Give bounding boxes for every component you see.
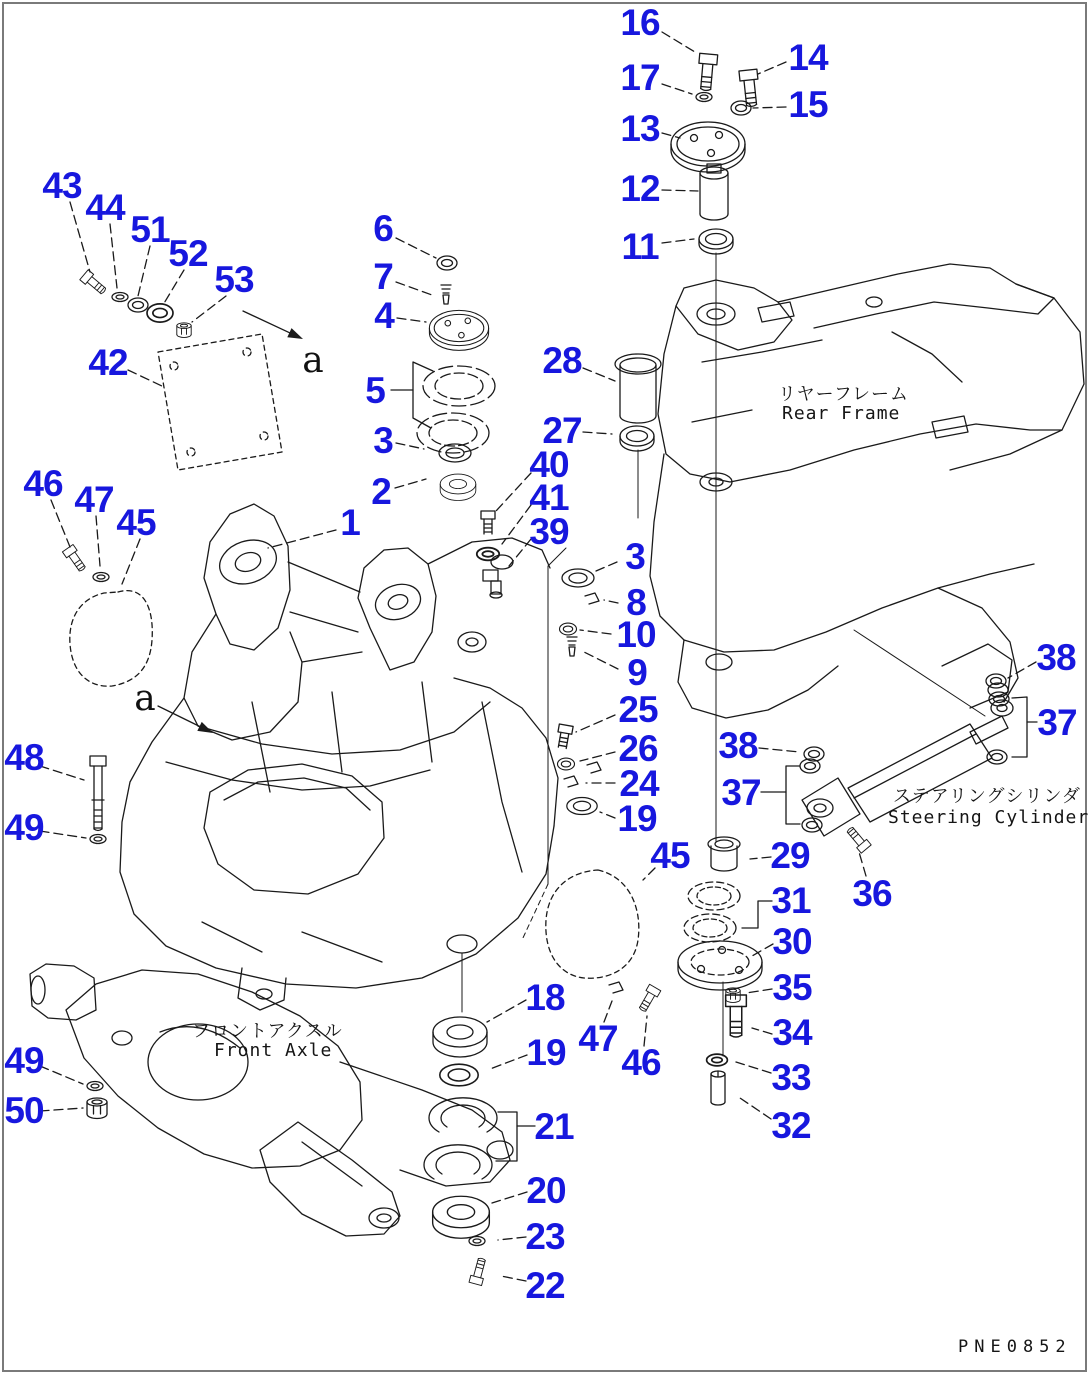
leader-20 — [492, 1192, 527, 1203]
part-17-washer — [696, 93, 712, 102]
callout-3: 3 — [373, 420, 393, 461]
leader-31 — [742, 901, 772, 928]
callout-2: 2 — [371, 471, 391, 512]
callout-35: 35 — [772, 967, 812, 1008]
rear-frame-label-jp: リヤーフレーム — [778, 384, 910, 405]
part-15-ring_sm — [731, 101, 751, 115]
part-22-bolt_sm — [469, 1257, 488, 1286]
callout-45: 45 — [116, 502, 156, 543]
callout-34: 34 — [772, 1012, 812, 1053]
callout-20: 20 — [526, 1170, 566, 1211]
leader-52 — [163, 270, 184, 305]
part-23-washer — [469, 1237, 485, 1246]
callout-7: 7 — [373, 256, 393, 297]
part-44-washer — [112, 293, 128, 302]
cover-45-left — [70, 591, 152, 687]
part-40-plug — [481, 511, 495, 534]
part-20-bearing — [433, 1196, 490, 1238]
callout-31: 31 — [771, 880, 811, 921]
callout-50: 50 — [4, 1090, 44, 1131]
callout-49: 49 — [4, 807, 44, 848]
part-38-ring_sm — [986, 674, 1006, 688]
callout-16: 16 — [620, 2, 660, 43]
leader-39 — [509, 539, 531, 566]
part-48-bolt_long — [90, 756, 106, 831]
leader-7 — [396, 282, 432, 295]
leader-16 — [662, 32, 695, 52]
part-46-bolt_sm — [636, 984, 660, 1013]
callout-14: 14 — [788, 37, 828, 78]
callout-33: 33 — [771, 1057, 811, 1098]
part-26-ring_sm — [558, 758, 575, 770]
leader-9 — [584, 652, 618, 669]
leader-8 — [604, 600, 618, 603]
callout-15: 15 — [788, 84, 828, 125]
leader-6 — [396, 238, 436, 258]
callout-38: 38 — [1036, 637, 1076, 678]
part-11-ring — [699, 229, 733, 254]
callout-45: 45 — [650, 835, 690, 876]
leader-1 — [268, 530, 336, 548]
part-8-clip — [585, 593, 599, 604]
callout-29: 29 — [770, 835, 810, 876]
steering-cylinder-label-jp: ステアリングシリンダ — [893, 786, 1081, 807]
part-27-ring — [620, 426, 654, 451]
callout-23: 23 — [525, 1216, 565, 1257]
section-letter-1: a — [134, 678, 156, 719]
callout-39: 39 — [529, 511, 569, 552]
part-29-bushing — [708, 837, 740, 871]
leader-49 — [40, 831, 86, 838]
leader-2 — [395, 479, 426, 488]
part-33-washer — [707, 1054, 728, 1066]
part-30-cage — [678, 941, 762, 990]
part-47-washer — [93, 573, 109, 582]
part-50-nut — [87, 1098, 107, 1119]
callout-51: 51 — [130, 209, 170, 250]
section-arrow-head-0 — [287, 328, 303, 339]
callout-19: 19 — [526, 1032, 566, 1073]
leader-34 — [752, 1028, 772, 1034]
callout-36: 36 — [852, 873, 892, 914]
leader-44 — [110, 224, 117, 288]
part-46-bolt_sm — [62, 544, 88, 573]
leader-22 — [501, 1276, 526, 1281]
leader-21 — [498, 1112, 535, 1126]
callout-5: 5 — [365, 370, 385, 411]
cover-plate-42 — [158, 334, 282, 470]
part-51-ring_sm — [128, 298, 148, 312]
callout-22: 22 — [525, 1265, 565, 1306]
part-47-clip — [609, 982, 623, 993]
leader-5 — [391, 362, 433, 390]
rear-frame-drawing — [638, 253, 1084, 842]
part-18-bearing — [433, 1017, 487, 1057]
leader-23 — [498, 1237, 526, 1240]
callout-48: 48 — [4, 737, 44, 778]
callout-30: 30 — [772, 921, 812, 962]
part-5-seal_lg — [423, 366, 495, 406]
leader-38 — [759, 748, 800, 752]
leader-38 — [1008, 662, 1036, 678]
cover-45-right — [546, 870, 639, 978]
part-34-bolt_v — [726, 995, 747, 1037]
callout-19: 19 — [617, 798, 657, 839]
callout-18: 18 — [525, 977, 565, 1018]
part-37-ring_sm-b — [802, 818, 822, 832]
leader-35 — [746, 989, 772, 993]
leader-37-b — [786, 792, 800, 824]
callout-10: 10 — [616, 614, 656, 655]
callout-13: 13 — [620, 108, 660, 149]
callout-4: 4 — [374, 295, 394, 336]
callout-44: 44 — [85, 187, 125, 228]
plate-code: PNE0852 — [958, 1337, 1072, 1357]
callout-49: 49 — [4, 1040, 44, 1081]
callout-numbers — [4, 2, 1076, 1306]
callout-1: 1 — [340, 502, 360, 543]
part-5-seal_lg-b — [417, 413, 489, 453]
callout-26: 26 — [618, 728, 658, 769]
part-32-springpin — [711, 1071, 725, 1105]
leader-12 — [662, 190, 698, 191]
callout-9: 9 — [627, 652, 647, 693]
part-53-nut_sm — [177, 323, 191, 338]
part-49-washer — [87, 1082, 103, 1091]
leader-29 — [750, 857, 771, 859]
leader-49 — [40, 1066, 83, 1084]
callout-8: 8 — [626, 582, 646, 623]
part-19-seal — [440, 1064, 478, 1086]
leader-25 — [576, 715, 615, 732]
callout-32: 32 — [771, 1105, 811, 1146]
leader-46 — [51, 500, 70, 547]
leader-19 — [600, 812, 615, 818]
front-frame-drawing — [120, 504, 558, 1012]
section-arrows — [134, 311, 323, 733]
callout-41: 41 — [529, 477, 569, 518]
callout-52: 52 — [168, 233, 208, 274]
leader-51 — [138, 246, 150, 296]
leader-33 — [736, 1062, 771, 1073]
part-4-cap_sm — [429, 310, 488, 350]
callout-46: 46 — [621, 1042, 661, 1083]
leader-26 — [580, 752, 615, 761]
callout-37: 37 — [1037, 702, 1077, 743]
section-letter-0: a — [302, 340, 324, 381]
callout-37: 37 — [721, 772, 761, 813]
section-arrow-line-0 — [243, 311, 289, 333]
part-9-grease — [567, 637, 577, 656]
callout-24: 24 — [619, 763, 659, 804]
leader-11 — [662, 239, 694, 243]
front-axle-label-en: Front Axle — [214, 1040, 333, 1061]
leader-42 — [128, 370, 164, 387]
part-31-shim-b — [684, 914, 736, 942]
part-37-ring_sm-b — [987, 750, 1007, 764]
part-49-washer — [90, 835, 106, 844]
leader-37 — [761, 766, 800, 792]
steering-cylinder-label-en: Steering Cylinder — [888, 807, 1090, 828]
callout-6: 6 — [373, 208, 393, 249]
callout-38: 38 — [718, 725, 758, 766]
leader-3 — [396, 443, 424, 449]
leader-37-b — [1012, 722, 1027, 757]
callout-47: 47 — [578, 1018, 618, 1059]
leader-45 — [122, 539, 140, 584]
leader-28 — [583, 368, 615, 381]
leader-50 — [40, 1108, 83, 1111]
leader-37 — [1012, 697, 1037, 722]
leader-10 — [580, 630, 611, 634]
part-6-ring_sm — [437, 256, 457, 270]
leader-4 — [397, 318, 426, 322]
part-extra-clip-0 — [587, 762, 601, 773]
leader-13 — [662, 133, 680, 138]
part-16-bolt — [697, 53, 718, 91]
leader-14 — [758, 62, 786, 74]
callout-25: 25 — [618, 689, 658, 730]
callout-3: 3 — [625, 536, 645, 577]
leader-15 — [753, 107, 786, 108]
callout-53: 53 — [214, 259, 254, 300]
part-31-shim — [688, 882, 740, 910]
part-7-grease — [441, 285, 451, 304]
part-43-bolt_sm — [80, 270, 108, 297]
part-52-ring_sm — [147, 304, 173, 322]
part-39-elbow — [483, 570, 502, 598]
leader-17 — [662, 84, 692, 94]
part-28-tube — [615, 354, 661, 423]
callout-43: 43 — [42, 165, 82, 206]
leader-40 — [496, 473, 531, 511]
leader-19 — [490, 1055, 527, 1069]
part-10-ring_sm — [560, 623, 577, 635]
leader-3 — [596, 562, 617, 571]
callout-27: 27 — [542, 410, 582, 451]
leader-21-b — [496, 1126, 517, 1161]
part-25-plug — [555, 724, 573, 749]
rear-frame-label-en: Rear Frame — [782, 403, 901, 424]
section-arrow-head-1 — [197, 722, 213, 733]
leader-47 — [96, 516, 100, 566]
callout-28: 28 — [542, 340, 582, 381]
callout-21: 21 — [534, 1106, 574, 1147]
part-2-bearing_sm — [440, 474, 476, 500]
part-21-snapring-b — [424, 1145, 492, 1179]
callout-46: 46 — [23, 463, 63, 504]
leader-27 — [583, 432, 612, 434]
callout-40: 40 — [529, 444, 569, 485]
part-36-bolt_sm — [844, 825, 871, 853]
leader-48 — [40, 766, 84, 780]
part-41-washer — [477, 548, 499, 561]
callout-42: 42 — [88, 342, 128, 383]
part-19-seal — [567, 797, 597, 814]
callout-11: 11 — [621, 226, 659, 267]
leader-18 — [487, 1000, 526, 1022]
front-axle-label-jp: フロントアクスル — [192, 1021, 343, 1042]
leader-lines — [40, 32, 1037, 1281]
part-3-seal — [562, 569, 594, 587]
callout-47: 47 — [74, 479, 114, 520]
part-24-clip — [564, 776, 578, 787]
part-21-snapring — [429, 1098, 497, 1132]
callout-12: 12 — [620, 168, 660, 209]
leader-32 — [740, 1098, 771, 1119]
callout-17: 17 — [620, 57, 660, 98]
